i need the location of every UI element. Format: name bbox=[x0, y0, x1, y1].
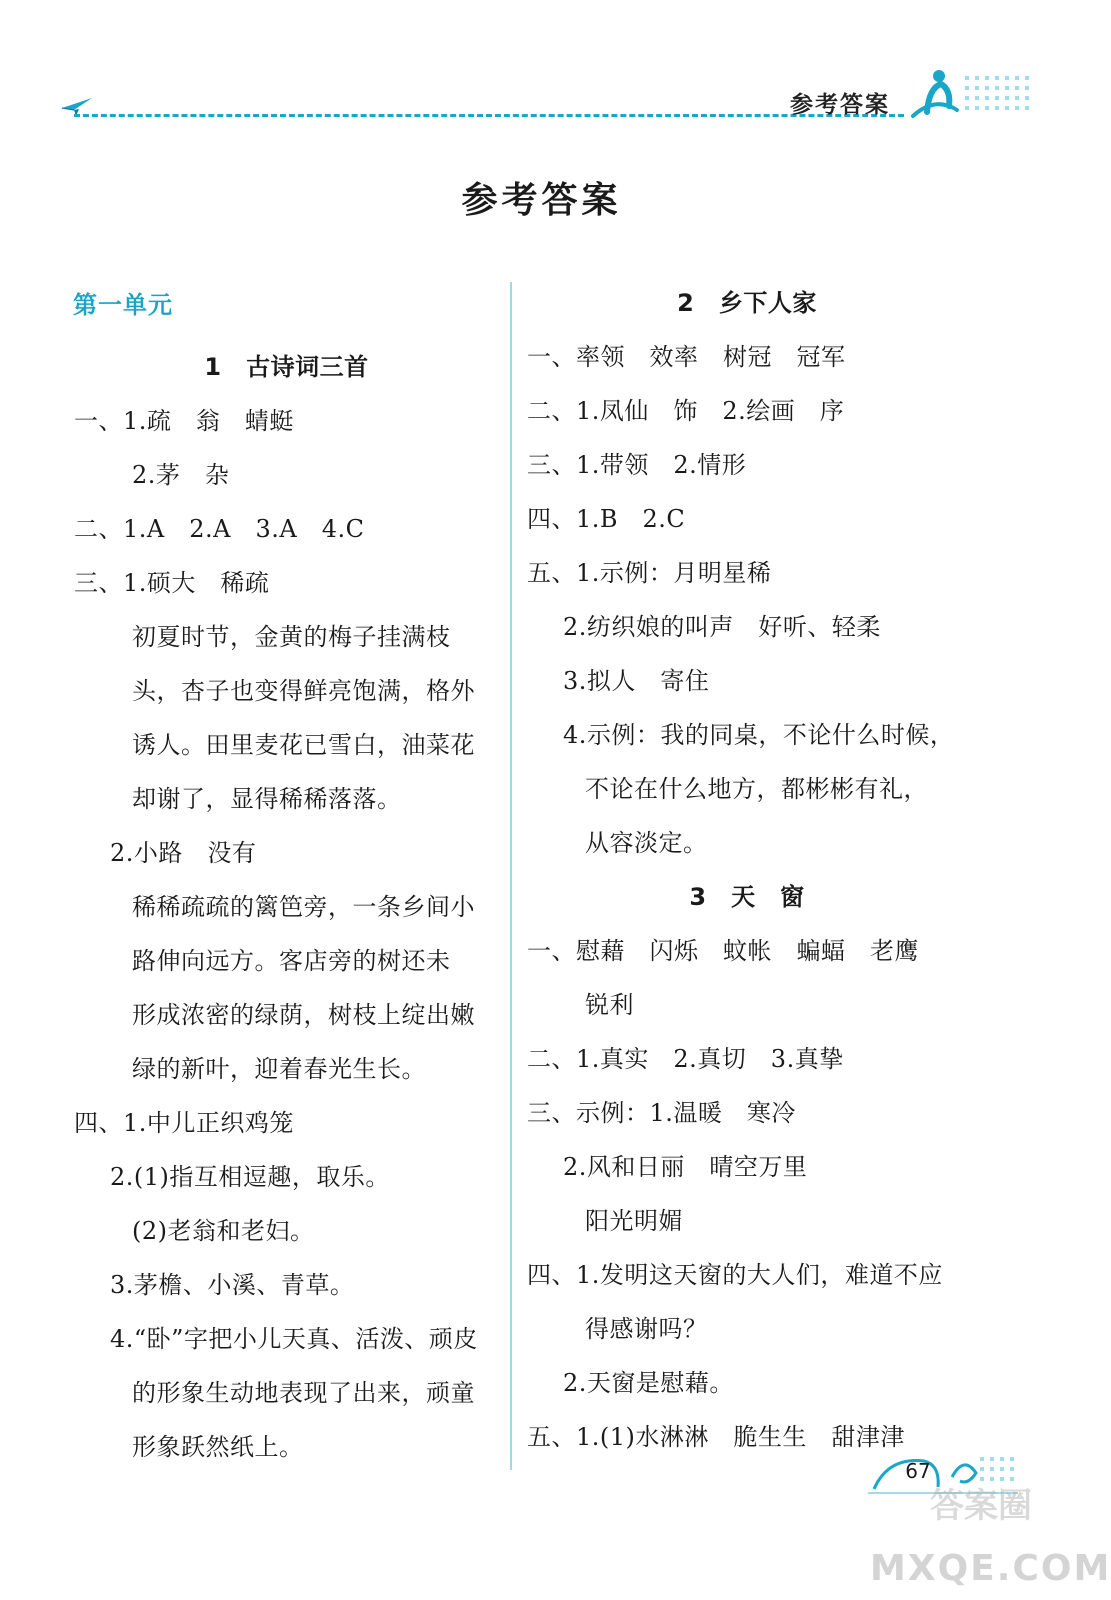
paper-plane-icon bbox=[60, 96, 94, 122]
answer-line: 一、率领 效率 树冠 冠军 bbox=[527, 343, 846, 371]
answer-line: 2.(1)指互相逗趣，取乐。 bbox=[110, 1163, 390, 1191]
answer-line: 却谢了，显得稀稀落落。 bbox=[132, 785, 402, 813]
answer-line: 一、慰藉 闪烁 蚊帐 蝙蝠 老鹰 bbox=[527, 937, 919, 965]
answer-line: 四、1.B 2.C bbox=[527, 505, 686, 533]
answer-line: 二、1.A 2.A 3.A 4.C bbox=[74, 515, 365, 543]
answer-line: 路伸向远方。客店旁的树还未 bbox=[132, 947, 451, 975]
answer-line: 四、1.中儿正织鸡笼 bbox=[74, 1109, 294, 1137]
left-answer-column bbox=[74, 340, 499, 1474]
answer-line: 一、1.疏 翁 蜻蜓 bbox=[74, 407, 294, 435]
answer-line: 绿的新叶，迎着春光生长。 bbox=[132, 1055, 426, 1083]
section-heading: 1 古诗词三首 bbox=[204, 353, 369, 381]
answer-line: 2.纺织娘的叫声 好听、轻柔 bbox=[563, 613, 881, 641]
right-answer-column bbox=[527, 276, 967, 1464]
answer-line: 二、1.真实 2.真切 3.真挚 bbox=[527, 1045, 844, 1073]
page-title: 参考答案 bbox=[461, 180, 622, 221]
answer-line: 形象跃然纸上。 bbox=[132, 1433, 304, 1461]
answer-line: 阳光明媚 bbox=[585, 1207, 683, 1235]
answer-line: 初夏时节，金黄的梅子挂满枝 bbox=[132, 623, 451, 651]
page-number: 67 bbox=[905, 1459, 931, 1483]
answer-line: 五、1.(1)水淋淋 脆生生 甜津津 bbox=[527, 1423, 905, 1451]
answer-line: 三、示例：1.温暖 寒冷 bbox=[527, 1099, 796, 1127]
answer-line: 锐利 bbox=[585, 991, 634, 1019]
answer-line: 头，杏子也变得鲜亮饱满，格外 bbox=[132, 677, 475, 705]
column-divider bbox=[510, 282, 512, 1470]
header-divider bbox=[74, 114, 904, 117]
answer-line: 3.拟人 寄住 bbox=[563, 667, 710, 695]
watermark-url: MXQE.COM bbox=[870, 1548, 1111, 1589]
answer-line: 2.小路 没有 bbox=[110, 839, 257, 867]
section-heading: 2 乡下人家 bbox=[677, 289, 817, 317]
answer-line: 得感谢吗？ bbox=[585, 1315, 708, 1343]
answer-line: 三、1.硕大 稀疏 bbox=[74, 569, 270, 597]
reader-figure-icon bbox=[905, 66, 1045, 132]
answer-line: 2.天窗是慰藉。 bbox=[563, 1369, 734, 1397]
answer-line: 2.风和日丽 晴空万里 bbox=[563, 1153, 808, 1181]
answer-line: 二、1.凤仙 饰 2.绘画 序 bbox=[527, 397, 845, 425]
unit-title: 第一单元 bbox=[73, 291, 173, 319]
answer-line: 的形象生动地表现了出来，顽童 bbox=[132, 1379, 475, 1407]
watermark-text: 答案圈 bbox=[930, 1486, 1032, 1526]
answer-line: 四、1.发明这天窗的大人们，难道不应 bbox=[527, 1261, 943, 1289]
answer-line: 2.茅 杂 bbox=[132, 461, 230, 489]
answer-line: 稀稀疏疏的篱笆旁，一条乡间小 bbox=[132, 893, 475, 921]
answer-line: 不论在什么地方，都彬彬有礼， bbox=[585, 775, 928, 803]
section-heading: 3 天 窗 bbox=[689, 883, 805, 911]
answer-line: 五、1.示例：月明星稀 bbox=[527, 559, 772, 587]
answer-line: 诱人。田里麦花已雪白，油菜花 bbox=[132, 731, 475, 759]
answer-line: 形成浓密的绿荫，树枝上绽出嫩 bbox=[132, 1001, 475, 1029]
answer-line: 从容淡定。 bbox=[585, 829, 708, 857]
answer-line: (2)老翁和老妇。 bbox=[132, 1217, 315, 1245]
answer-line: 4.“卧”字把小儿天真、活泼、顽皮 bbox=[110, 1325, 478, 1353]
header-title: 参考答案 bbox=[790, 92, 890, 118]
answer-line: 三、1.带领 2.情形 bbox=[527, 451, 747, 479]
answer-line: 3.茅檐、小溪、青草。 bbox=[110, 1271, 355, 1299]
answer-line: 4.示例：我的同桌，不论什么时候， bbox=[563, 721, 955, 749]
